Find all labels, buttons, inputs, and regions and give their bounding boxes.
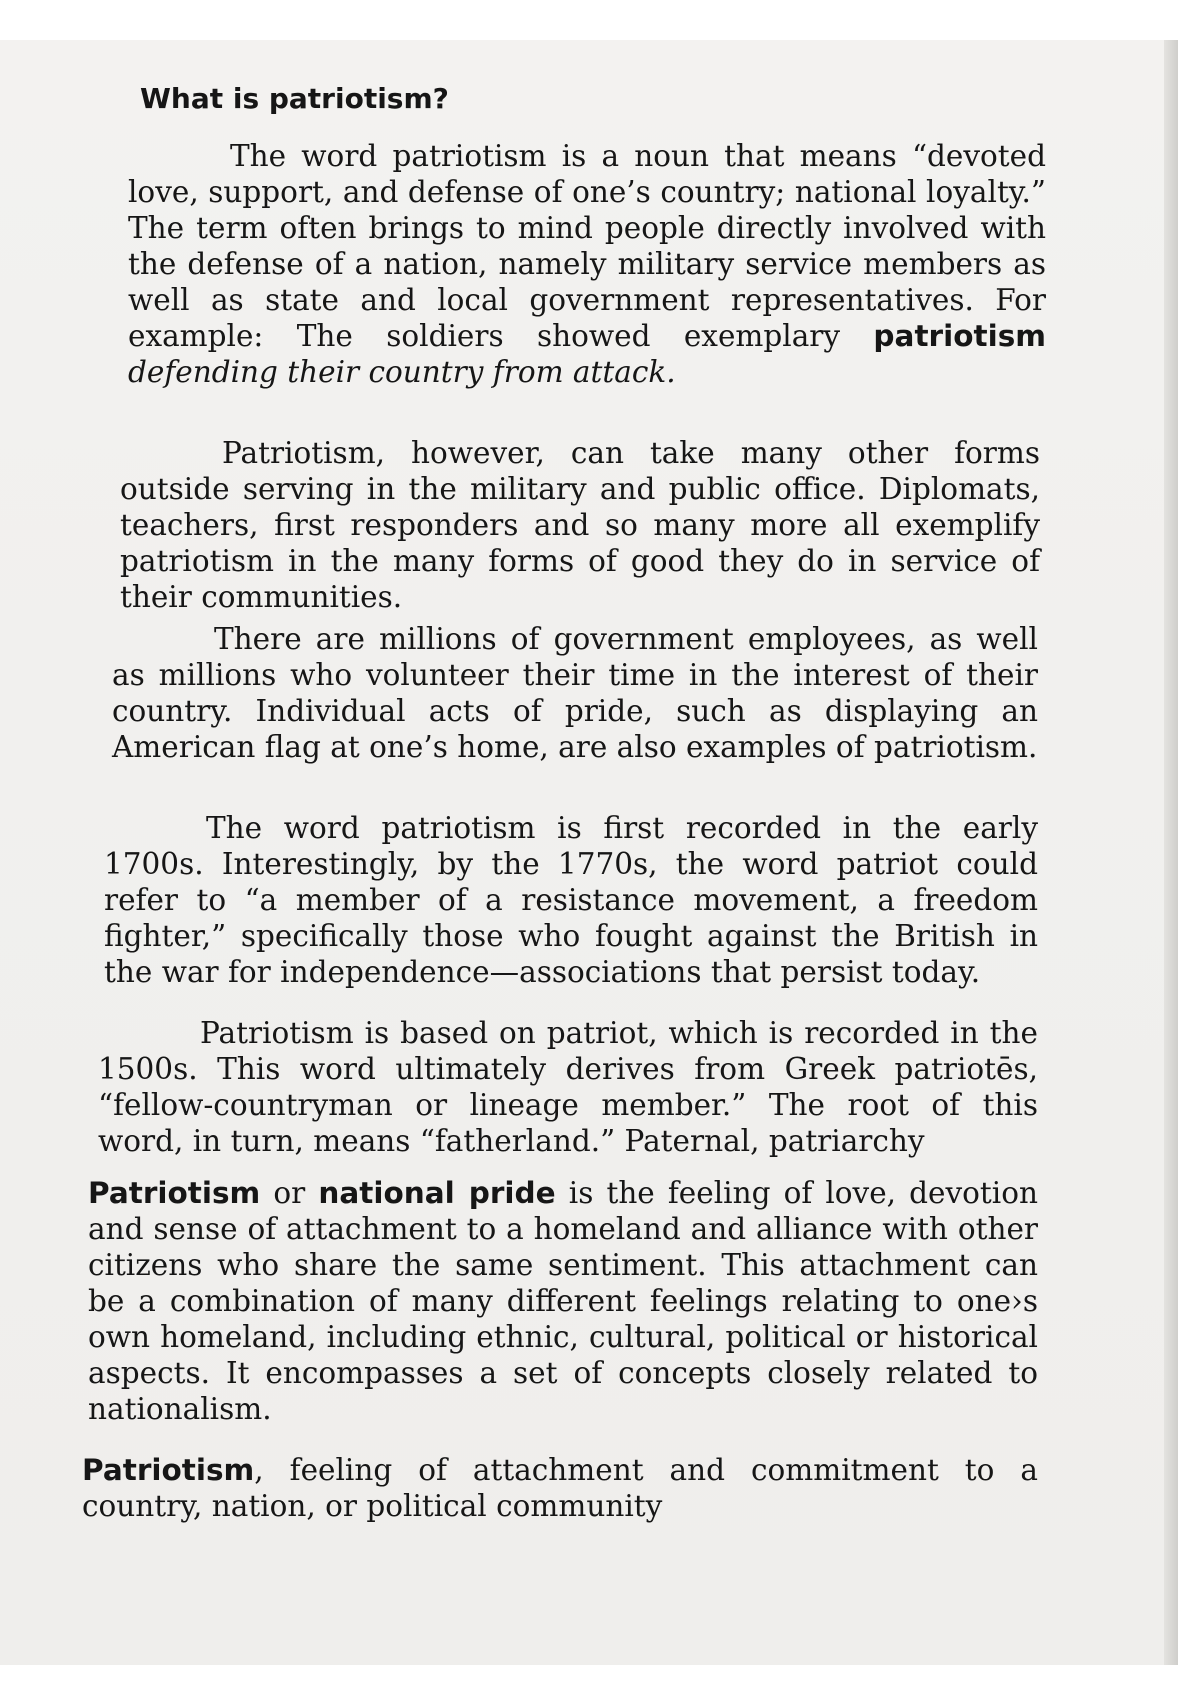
paragraph-short-definition [82, 1452, 1038, 1524]
paragraph-etymology [98, 1015, 1038, 1159]
paragraph-national-pride [88, 1175, 1038, 1427]
italic-text: defending their country from attack. [128, 355, 676, 389]
document-page [0, 40, 1178, 1665]
paragraph-text: The word patriotism is first recorded in the early 1700s. Interestingly, by the 1770s, the word patriot could refer to “a member of a resistance movement, a freedom fighter,” specifically those who fought against the British in the war for independence—associations that persist today. [104, 811, 1038, 989]
bold-term: patriotism [873, 319, 1046, 353]
paragraph-word-history [104, 810, 1038, 990]
paragraph-text: , feeling of attachment and commitment to a country, nation, or political community [82, 1453, 1038, 1523]
bold-term: Patriotism [82, 1453, 255, 1487]
page-title: What is patriotism? [140, 82, 449, 115]
paragraph-definition [128, 138, 1046, 390]
paragraph-text: is the feeling of love, devotion and sense of attachment to a homeland and alliance with other citizens who share the same sentiment. This attachment can be a combination of many different feelings relating to one›s own homeland, including ethnic, cultural, political or historical aspects. It encompasses a set of concepts closely related to nationalism. [88, 1176, 1038, 1426]
page-content [0, 40, 1178, 1665]
paragraph-other-forms [120, 435, 1040, 615]
bold-term: Patriotism [88, 1176, 261, 1210]
paragraph-text: Patriotism, however, can take many other forms outside serving in the military and public office. Diplomats, teachers, first responders and so many more all exemplify patriotism in the many forms of good they do in service of their communities. [120, 436, 1040, 614]
paragraph-text: There are millions of government employees, as well as millions who volunteer their time in the interest of their country. Individual acts of pride, such as displaying an American flag at one’s home, are also examples of patriotism. [112, 622, 1038, 764]
paragraph-text: or [260, 1176, 319, 1210]
paragraph-text: Patriotism is based on patriot, which is recorded in the 1500s. This word ultimately derives from Greek patriotēs, “fellow-countryman or lineage member.” The root of this word, in turn, means “fatherland.” Paternal, patriarchy [98, 1016, 1038, 1158]
bold-term: national pride [318, 1176, 556, 1210]
paragraph-text: The word patriotism is a noun that means “devoted love, support, and defense of one’s country; national loyalty.” The term often brings to mind people directly involved with the defense of a nation, namely military service members as well as state and local government representatives. For example: The soldiers showed exemplary [128, 139, 1046, 353]
paragraph-government-employees [112, 621, 1038, 765]
